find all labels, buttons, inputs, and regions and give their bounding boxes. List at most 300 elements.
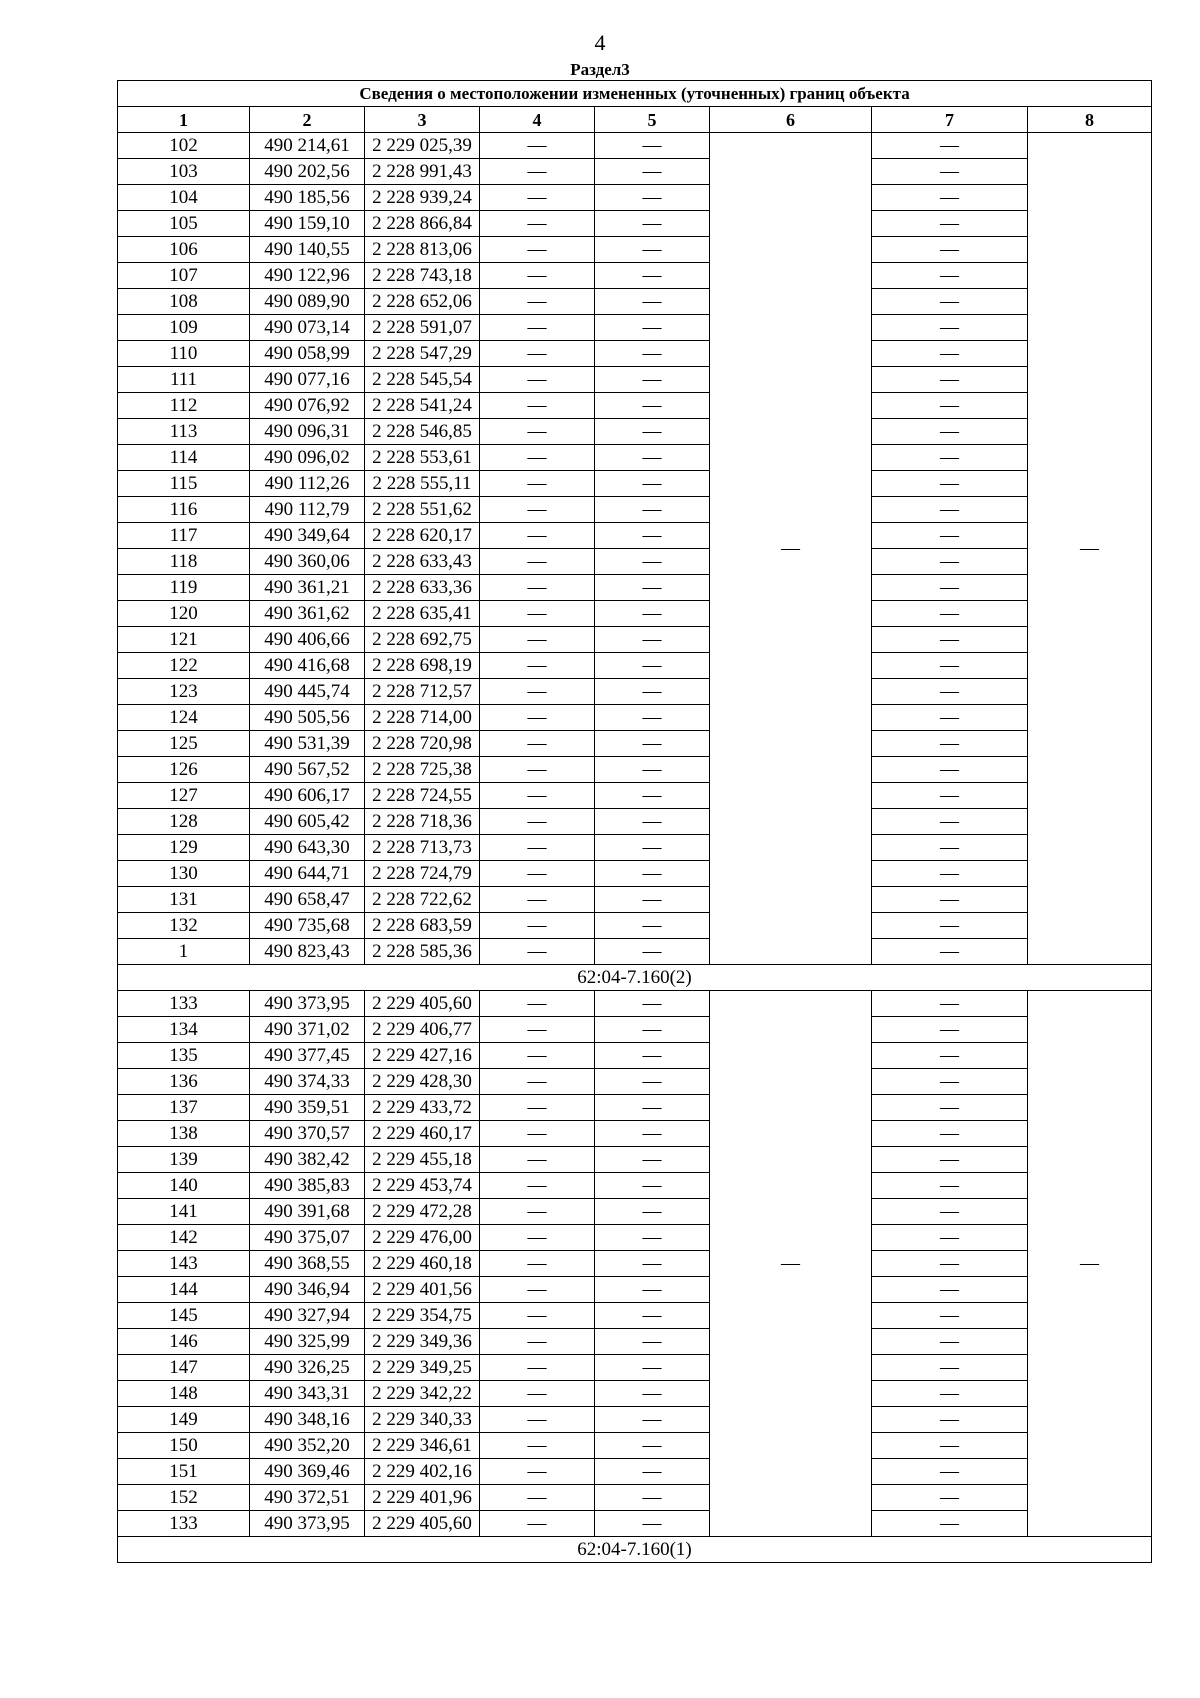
x-coordinate-cell: 490 643,30 <box>250 835 365 861</box>
column-5-dash-cell: — <box>595 835 710 861</box>
table-row <box>118 1199 1152 1225</box>
table-row <box>118 1225 1152 1251</box>
y-coordinate-cell: 2 229 405,60 <box>365 991 480 1017</box>
column-4-dash-cell: — <box>480 1251 595 1277</box>
y-coordinate-cell: 2 228 633,43 <box>365 549 480 575</box>
column-5-dash-cell: — <box>595 1043 710 1069</box>
column-4-dash-cell: — <box>480 523 595 549</box>
table-row <box>118 1095 1152 1121</box>
y-coordinate-cell: 2 228 551,62 <box>365 497 480 523</box>
point-number-cell: 107 <box>118 263 250 289</box>
column-4-dash-cell: — <box>480 575 595 601</box>
point-number-cell: 127 <box>118 783 250 809</box>
x-coordinate-cell: 490 058,99 <box>250 341 365 367</box>
x-coordinate-cell: 490 096,31 <box>250 419 365 445</box>
column-4-dash-cell: — <box>480 861 595 887</box>
table-row <box>118 705 1152 731</box>
section-title: Раздел3 <box>570 60 630 79</box>
point-number-cell: 118 <box>118 549 250 575</box>
table-row <box>118 445 1152 471</box>
column-4-dash-cell: — <box>480 887 595 913</box>
point-number-cell: 104 <box>118 185 250 211</box>
page-number: 4 <box>594 30 606 55</box>
column-4-dash-cell: — <box>480 289 595 315</box>
column-5-dash-cell: — <box>595 419 710 445</box>
table-row <box>118 237 1152 263</box>
column-8-merged-dash-cell: — <box>1028 133 1152 965</box>
y-coordinate-cell: 2 229 401,56 <box>365 1277 480 1303</box>
column-number: 6 <box>710 107 872 133</box>
x-coordinate-cell: 490 073,14 <box>250 315 365 341</box>
y-coordinate-cell: 2 228 724,55 <box>365 783 480 809</box>
y-coordinate-cell: 2 229 472,28 <box>365 1199 480 1225</box>
x-coordinate-cell: 490 325,99 <box>250 1329 365 1355</box>
table-row <box>118 1485 1152 1511</box>
table-row <box>118 393 1152 419</box>
table-body <box>118 133 1152 1563</box>
column-7-dash-cell: — <box>872 653 1028 679</box>
column-4-dash-cell: — <box>480 471 595 497</box>
table-row <box>118 1121 1152 1147</box>
table-row <box>118 419 1152 445</box>
table-row <box>118 1251 1152 1277</box>
column-7-dash-cell: — <box>872 1251 1028 1277</box>
table-row <box>118 731 1152 757</box>
table-row <box>118 549 1152 575</box>
column-number: 5 <box>595 107 710 133</box>
column-8-merged-dash-cell: — <box>1028 991 1152 1537</box>
column-5-dash-cell: — <box>595 1147 710 1173</box>
column-7-dash-cell: — <box>872 991 1028 1017</box>
column-5-dash-cell: — <box>595 289 710 315</box>
column-4-dash-cell: — <box>480 705 595 731</box>
column-4-dash-cell: — <box>480 1277 595 1303</box>
column-4-dash-cell: — <box>480 991 595 1017</box>
point-number-cell: 122 <box>118 653 250 679</box>
x-coordinate-cell: 490 385,83 <box>250 1173 365 1199</box>
point-number-cell: 147 <box>118 1355 250 1381</box>
column-7-dash-cell: — <box>872 471 1028 497</box>
table-row <box>118 211 1152 237</box>
point-number-cell: 145 <box>118 1303 250 1329</box>
point-number-cell: 115 <box>118 471 250 497</box>
point-number-cell: 114 <box>118 445 250 471</box>
column-number: 7 <box>872 107 1028 133</box>
column-5-dash-cell: — <box>595 471 710 497</box>
column-4-dash-cell: — <box>480 419 595 445</box>
y-coordinate-cell: 2 228 541,24 <box>365 393 480 419</box>
table-row <box>118 185 1152 211</box>
column-7-dash-cell: — <box>872 731 1028 757</box>
y-coordinate-cell: 2 228 652,06 <box>365 289 480 315</box>
column-4-dash-cell: — <box>480 1121 595 1147</box>
point-number-cell: 151 <box>118 1459 250 1485</box>
y-coordinate-cell: 2 229 342,22 <box>365 1381 480 1407</box>
x-coordinate-cell: 490 658,47 <box>250 887 365 913</box>
point-number-cell: 121 <box>118 627 250 653</box>
column-5-dash-cell: — <box>595 315 710 341</box>
column-4-dash-cell: — <box>480 1329 595 1355</box>
column-4-dash-cell: — <box>480 1199 595 1225</box>
x-coordinate-cell: 490 112,26 <box>250 471 365 497</box>
column-7-dash-cell: — <box>872 1303 1028 1329</box>
x-coordinate-cell: 490 159,10 <box>250 211 365 237</box>
x-coordinate-cell: 490 370,57 <box>250 1121 365 1147</box>
parcel-label-row <box>118 965 1152 991</box>
table-row <box>118 757 1152 783</box>
column-7-dash-cell: — <box>872 523 1028 549</box>
column-4-dash-cell: — <box>480 341 595 367</box>
x-coordinate-cell: 490 445,74 <box>250 679 365 705</box>
column-5-dash-cell: — <box>595 705 710 731</box>
point-number-cell: 133 <box>118 1511 250 1537</box>
table-row <box>118 159 1152 185</box>
x-coordinate-cell: 490 343,31 <box>250 1381 365 1407</box>
column-number: 8 <box>1028 107 1152 133</box>
column-4-dash-cell: — <box>480 1407 595 1433</box>
x-coordinate-cell: 490 185,56 <box>250 185 365 211</box>
x-coordinate-cell: 490 348,16 <box>250 1407 365 1433</box>
column-7-dash-cell: — <box>872 185 1028 211</box>
x-coordinate-cell: 490 377,45 <box>250 1043 365 1069</box>
x-coordinate-cell: 490 382,42 <box>250 1147 365 1173</box>
table-row <box>118 315 1152 341</box>
column-5-dash-cell: — <box>595 445 710 471</box>
column-4-dash-cell: — <box>480 237 595 263</box>
column-7-dash-cell: — <box>872 861 1028 887</box>
column-7-dash-cell: — <box>872 627 1028 653</box>
x-coordinate-cell: 490 505,56 <box>250 705 365 731</box>
point-number-cell: 117 <box>118 523 250 549</box>
column-5-dash-cell: — <box>595 1355 710 1381</box>
point-number-cell: 105 <box>118 211 250 237</box>
point-number-cell: 150 <box>118 1433 250 1459</box>
column-7-dash-cell: — <box>872 549 1028 575</box>
y-coordinate-cell: 2 228 692,75 <box>365 627 480 653</box>
x-coordinate-cell: 490 326,25 <box>250 1355 365 1381</box>
y-coordinate-cell: 2 228 591,07 <box>365 315 480 341</box>
x-coordinate-cell: 490 361,62 <box>250 601 365 627</box>
column-5-dash-cell: — <box>595 1459 710 1485</box>
x-coordinate-cell: 490 140,55 <box>250 237 365 263</box>
table-row <box>118 679 1152 705</box>
column-7-dash-cell: — <box>872 1381 1028 1407</box>
column-4-dash-cell: — <box>480 263 595 289</box>
table-row <box>118 783 1152 809</box>
x-coordinate-cell: 490 375,07 <box>250 1225 365 1251</box>
column-7-dash-cell: — <box>872 1121 1028 1147</box>
table-row <box>118 1407 1152 1433</box>
column-7-dash-cell: — <box>872 1095 1028 1121</box>
column-number: 1 <box>118 107 250 133</box>
column-5-dash-cell: — <box>595 653 710 679</box>
column-4-dash-cell: — <box>480 1173 595 1199</box>
column-5-dash-cell: — <box>595 367 710 393</box>
column-7-dash-cell: — <box>872 1355 1028 1381</box>
point-number-cell: 108 <box>118 289 250 315</box>
table-row <box>118 263 1152 289</box>
point-number-cell: 142 <box>118 1225 250 1251</box>
table-row <box>118 939 1152 965</box>
y-coordinate-cell: 2 229 406,77 <box>365 1017 480 1043</box>
column-5-dash-cell: — <box>595 1407 710 1433</box>
column-5-dash-cell: — <box>595 913 710 939</box>
y-coordinate-cell: 2 228 683,59 <box>365 913 480 939</box>
x-coordinate-cell: 490 122,96 <box>250 263 365 289</box>
point-number-cell: 124 <box>118 705 250 731</box>
column-7-dash-cell: — <box>872 1225 1028 1251</box>
column-5-dash-cell: — <box>595 1303 710 1329</box>
y-coordinate-cell: 2 228 555,11 <box>365 471 480 497</box>
x-coordinate-cell: 490 352,20 <box>250 1433 365 1459</box>
y-coordinate-cell: 2 229 460,17 <box>365 1121 480 1147</box>
y-coordinate-cell: 2 229 455,18 <box>365 1147 480 1173</box>
y-coordinate-cell: 2 228 718,36 <box>365 809 480 835</box>
column-7-dash-cell: — <box>872 133 1028 159</box>
x-coordinate-cell: 490 567,52 <box>250 757 365 783</box>
x-coordinate-cell: 490 406,66 <box>250 627 365 653</box>
table-row <box>118 341 1152 367</box>
x-coordinate-cell: 490 076,92 <box>250 393 365 419</box>
parcel-label: 62:04-7.160(2) <box>118 965 1152 991</box>
column-4-dash-cell: — <box>480 1095 595 1121</box>
column-7-dash-cell: — <box>872 1329 1028 1355</box>
x-coordinate-cell: 490 346,94 <box>250 1277 365 1303</box>
column-5-dash-cell: — <box>595 263 710 289</box>
column-5-dash-cell: — <box>595 1173 710 1199</box>
column-7-dash-cell: — <box>872 1173 1028 1199</box>
table-row <box>118 1277 1152 1303</box>
column-5-dash-cell: — <box>595 887 710 913</box>
column-7-dash-cell: — <box>872 1433 1028 1459</box>
column-7-dash-cell: — <box>872 601 1028 627</box>
y-coordinate-cell: 2 228 725,38 <box>365 757 480 783</box>
y-coordinate-cell: 2 228 724,79 <box>365 861 480 887</box>
y-coordinate-cell: 2 228 743,18 <box>365 263 480 289</box>
column-5-dash-cell: — <box>595 211 710 237</box>
y-coordinate-cell: 2 228 713,73 <box>365 835 480 861</box>
column-4-dash-cell: — <box>480 1303 595 1329</box>
y-coordinate-cell: 2 228 714,00 <box>365 705 480 731</box>
x-coordinate-cell: 490 391,68 <box>250 1199 365 1225</box>
table-caption-row <box>118 81 1152 107</box>
y-coordinate-cell: 2 228 620,17 <box>365 523 480 549</box>
point-number-cell: 152 <box>118 1485 250 1511</box>
point-number-cell: 120 <box>118 601 250 627</box>
x-coordinate-cell: 490 214,61 <box>250 133 365 159</box>
x-coordinate-cell: 490 368,55 <box>250 1251 365 1277</box>
column-4-dash-cell: — <box>480 1381 595 1407</box>
point-number-cell: 140 <box>118 1173 250 1199</box>
column-5-dash-cell: — <box>595 939 710 965</box>
y-coordinate-cell: 2 229 427,16 <box>365 1043 480 1069</box>
column-7-dash-cell: — <box>872 1017 1028 1043</box>
column-7-dash-cell: — <box>872 1147 1028 1173</box>
y-coordinate-cell: 2 228 698,19 <box>365 653 480 679</box>
column-4-dash-cell: — <box>480 159 595 185</box>
y-coordinate-cell: 2 229 476,00 <box>365 1225 480 1251</box>
y-coordinate-cell: 2 229 349,25 <box>365 1355 480 1381</box>
point-number-cell: 103 <box>118 159 250 185</box>
x-coordinate-cell: 490 374,33 <box>250 1069 365 1095</box>
x-coordinate-cell: 490 360,06 <box>250 549 365 575</box>
y-coordinate-cell: 2 228 813,06 <box>365 237 480 263</box>
column-number: 3 <box>365 107 480 133</box>
column-7-dash-cell: — <box>872 835 1028 861</box>
x-coordinate-cell: 490 359,51 <box>250 1095 365 1121</box>
column-4-dash-cell: — <box>480 653 595 679</box>
x-coordinate-cell: 490 089,90 <box>250 289 365 315</box>
column-4-dash-cell: — <box>480 367 595 393</box>
column-5-dash-cell: — <box>595 497 710 523</box>
column-5-dash-cell: — <box>595 991 710 1017</box>
column-7-dash-cell: — <box>872 809 1028 835</box>
point-number-cell: 141 <box>118 1199 250 1225</box>
column-7-dash-cell: — <box>872 211 1028 237</box>
column-4-dash-cell: — <box>480 939 595 965</box>
column-4-dash-cell: — <box>480 1069 595 1095</box>
column-7-dash-cell: — <box>872 445 1028 471</box>
x-coordinate-cell: 490 373,95 <box>250 1511 365 1537</box>
point-number-cell: 129 <box>118 835 250 861</box>
column-5-dash-cell: — <box>595 1251 710 1277</box>
table-row <box>118 913 1152 939</box>
table-row <box>118 835 1152 861</box>
x-coordinate-cell: 490 369,46 <box>250 1459 365 1485</box>
column-5-dash-cell: — <box>595 575 710 601</box>
table-row <box>118 1459 1152 1485</box>
column-7-dash-cell: — <box>872 419 1028 445</box>
y-coordinate-cell: 2 228 991,43 <box>365 159 480 185</box>
table-row <box>118 1329 1152 1355</box>
y-coordinate-cell: 2 228 547,29 <box>365 341 480 367</box>
column-4-dash-cell: — <box>480 1147 595 1173</box>
x-coordinate-cell: 490 372,51 <box>250 1485 365 1511</box>
y-coordinate-cell: 2 229 401,96 <box>365 1485 480 1511</box>
column-4-dash-cell: — <box>480 757 595 783</box>
column-7-dash-cell: — <box>872 1407 1028 1433</box>
column-7-dash-cell: — <box>872 575 1028 601</box>
column-5-dash-cell: — <box>595 549 710 575</box>
table-row <box>118 1017 1152 1043</box>
column-5-dash-cell: — <box>595 1329 710 1355</box>
table-row <box>118 1433 1152 1459</box>
column-7-dash-cell: — <box>872 939 1028 965</box>
table-row <box>118 1355 1152 1381</box>
table-row <box>118 367 1152 393</box>
y-coordinate-cell: 2 229 340,33 <box>365 1407 480 1433</box>
point-number-cell: 131 <box>118 887 250 913</box>
table-row <box>118 887 1152 913</box>
column-4-dash-cell: — <box>480 731 595 757</box>
y-coordinate-cell: 2 228 635,41 <box>365 601 480 627</box>
column-5-dash-cell: — <box>595 783 710 809</box>
boundary-coordinates-table <box>117 80 1152 1563</box>
y-coordinate-cell: 2 229 405,60 <box>365 1511 480 1537</box>
y-coordinate-cell: 2 229 025,39 <box>365 133 480 159</box>
y-coordinate-cell: 2 229 460,18 <box>365 1251 480 1277</box>
column-4-dash-cell: — <box>480 835 595 861</box>
x-coordinate-cell: 490 531,39 <box>250 731 365 757</box>
point-number-cell: 148 <box>118 1381 250 1407</box>
table-row <box>118 1147 1152 1173</box>
table-row <box>118 1043 1152 1069</box>
column-5-dash-cell: — <box>595 1069 710 1095</box>
column-number-row <box>118 107 1152 133</box>
column-7-dash-cell: — <box>872 679 1028 705</box>
column-5-dash-cell: — <box>595 159 710 185</box>
column-number: 2 <box>250 107 365 133</box>
column-5-dash-cell: — <box>595 731 710 757</box>
table-row <box>118 1303 1152 1329</box>
point-number-cell: 126 <box>118 757 250 783</box>
point-number-cell: 110 <box>118 341 250 367</box>
column-7-dash-cell: — <box>872 1511 1028 1537</box>
column-5-dash-cell: — <box>595 627 710 653</box>
point-number-cell: 1 <box>118 939 250 965</box>
x-coordinate-cell: 490 605,42 <box>250 809 365 835</box>
column-5-dash-cell: — <box>595 523 710 549</box>
table-row <box>118 133 1152 159</box>
x-coordinate-cell: 490 202,56 <box>250 159 365 185</box>
column-4-dash-cell: — <box>480 1511 595 1537</box>
column-4-dash-cell: — <box>480 1485 595 1511</box>
point-number-cell: 116 <box>118 497 250 523</box>
y-coordinate-cell: 2 229 428,30 <box>365 1069 480 1095</box>
y-coordinate-cell: 2 228 712,57 <box>365 679 480 705</box>
column-4-dash-cell: — <box>480 445 595 471</box>
point-number-cell: 112 <box>118 393 250 419</box>
column-7-dash-cell: — <box>872 159 1028 185</box>
column-5-dash-cell: — <box>595 861 710 887</box>
column-7-dash-cell: — <box>872 497 1028 523</box>
parcel-label-row <box>118 1537 1152 1563</box>
x-coordinate-cell: 490 096,02 <box>250 445 365 471</box>
column-5-dash-cell: — <box>595 757 710 783</box>
y-coordinate-cell: 2 228 545,54 <box>365 367 480 393</box>
point-number-cell: 106 <box>118 237 250 263</box>
point-number-cell: 111 <box>118 367 250 393</box>
column-4-dash-cell: — <box>480 601 595 627</box>
column-7-dash-cell: — <box>872 1277 1028 1303</box>
column-4-dash-cell: — <box>480 549 595 575</box>
column-4-dash-cell: — <box>480 393 595 419</box>
column-5-dash-cell: — <box>595 1121 710 1147</box>
y-coordinate-cell: 2 229 354,75 <box>365 1303 480 1329</box>
point-number-cell: 134 <box>118 1017 250 1043</box>
y-coordinate-cell: 2 228 585,36 <box>365 939 480 965</box>
point-number-cell: 125 <box>118 731 250 757</box>
table-row <box>118 575 1152 601</box>
table-row <box>118 627 1152 653</box>
column-4-dash-cell: — <box>480 1355 595 1381</box>
column-4-dash-cell: — <box>480 133 595 159</box>
column-6-merged-dash-cell: — <box>710 991 872 1537</box>
column-5-dash-cell: — <box>595 1381 710 1407</box>
table-row <box>118 861 1152 887</box>
column-5-dash-cell: — <box>595 1199 710 1225</box>
column-7-dash-cell: — <box>872 1459 1028 1485</box>
point-number-cell: 135 <box>118 1043 250 1069</box>
point-number-cell: 144 <box>118 1277 250 1303</box>
point-number-cell: 136 <box>118 1069 250 1095</box>
column-5-dash-cell: — <box>595 393 710 419</box>
x-coordinate-cell: 490 823,43 <box>250 939 365 965</box>
column-5-dash-cell: — <box>595 1511 710 1537</box>
column-7-dash-cell: — <box>872 1043 1028 1069</box>
y-coordinate-cell: 2 229 402,16 <box>365 1459 480 1485</box>
column-5-dash-cell: — <box>595 601 710 627</box>
